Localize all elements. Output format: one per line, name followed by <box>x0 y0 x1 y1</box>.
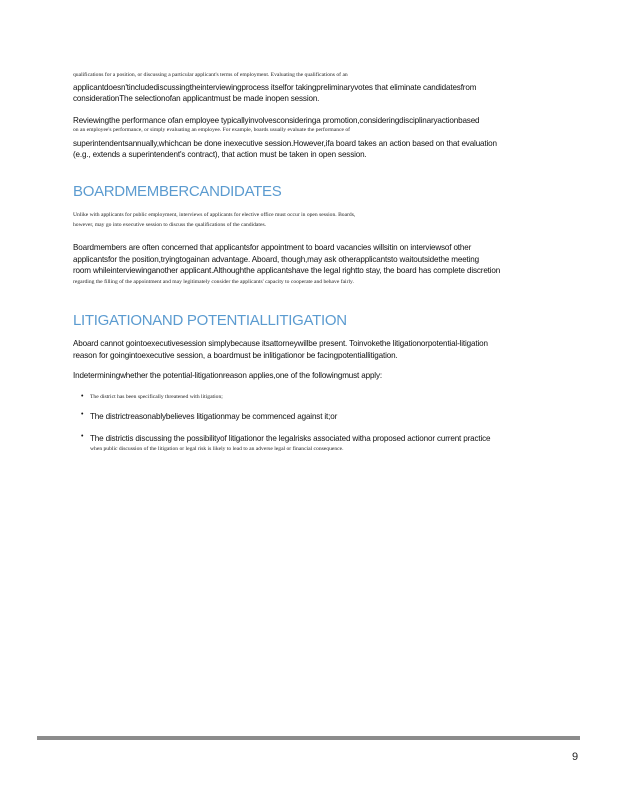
bullet-icon: • <box>81 411 84 418</box>
page-number: 9 <box>572 751 579 763</box>
board-candidates-paragraph-line: Boardmembers are often concerned that applicantsfor appointment to board vacancies willsitin on interviewsof other <box>73 243 472 252</box>
reviewing-paragraph-line: superintendentsannually,whichcan be done inexecutive session.However,ifa board takes an action based on that evaluation <box>73 139 497 148</box>
section-heading-board-member-candidates: BOARDMEMBERCANDIDATES <box>73 183 282 200</box>
bullet-item-continuation: when public discussion of the litigation or legal risk is likely to lead to an adverse legal or financial consequence. <box>90 446 344 452</box>
board-candidates-small-text: Unlike with applicants for public employment, interviews of applicants for elective office must occur in open session. Boards, <box>73 212 356 218</box>
reviewing-small-text: on an employee's performance, or simply evaluating an employee. For example, boards usually evaluate the performance of <box>73 127 351 133</box>
footer-divider <box>37 736 580 740</box>
intro-paragraph-line: applicantdoesn'tincludediscussingtheinterviewingprocess itselfor takingpreliminaryvotes that eliminate candidatesfrom <box>73 83 477 92</box>
reviewing-paragraph-line: (e.g., extends a superintendent's contract), that action must be taken in open session. <box>73 150 367 159</box>
board-candidates-paragraph-line: room whileinterviewinganother applicant.Althoughthe applicantshave the legal rightto stay, the board has complete discretion <box>73 266 501 275</box>
bullet-item-text: The district has been specifically threatened with litigation; <box>90 394 223 400</box>
intro-paragraph-line: considerationThe selectionofan applicantmust be made inopen session. <box>73 94 320 103</box>
intro-small-text: qualifications for a position, or discussing a particular applicant's terms of employment. Evaluating the qualifications of an <box>73 72 348 78</box>
reviewing-paragraph-line: Reviewingthe performance ofan employee typicallyinvolvesconsideringa promotion,consideringdisciplinaryactionbased <box>73 116 480 125</box>
board-candidates-paragraph-line: applicantsfor the position,tryingtogainan advantage. Aboard, though,may ask otherapplicantsto waitoutsidethe meeting <box>73 255 480 264</box>
bullet-icon: • <box>81 433 84 440</box>
litigation-paragraph-line: Aboard cannot gointoexecutivesession simplybecause itsattorneywillbe present. Toinvokethe litigationorpotential-litigation <box>73 339 488 348</box>
bullet-item-text: The districtis discussing the possibilityof litigationor the legalrisks associated witha proposed actionor current practice <box>90 434 491 443</box>
section-heading-litigation: LITIGATIONAND POTENTIALLITIGATION <box>73 312 347 329</box>
bullet-item-text: The districtreasonablybelieves litigationmay be commenced against it;or <box>90 412 338 421</box>
board-candidates-small-text: however, may go into executive session to discuss the qualifications of the candidates. <box>73 222 267 228</box>
board-candidates-small-text: regarding the filling of the appointment and may legitimately consider the applicants' capacity to cooperate and behave fairly. <box>73 279 354 285</box>
litigation-paragraph-line: reason for goingintoexecutive session, a boardmust be inlitigationor be facingpotentiallitigation. <box>73 351 398 360</box>
litigation-paragraph-line: Indeterminingwhether the potential-litigationreason applies,one of the followingmust apply: <box>73 371 382 380</box>
bullet-icon: • <box>81 393 84 400</box>
